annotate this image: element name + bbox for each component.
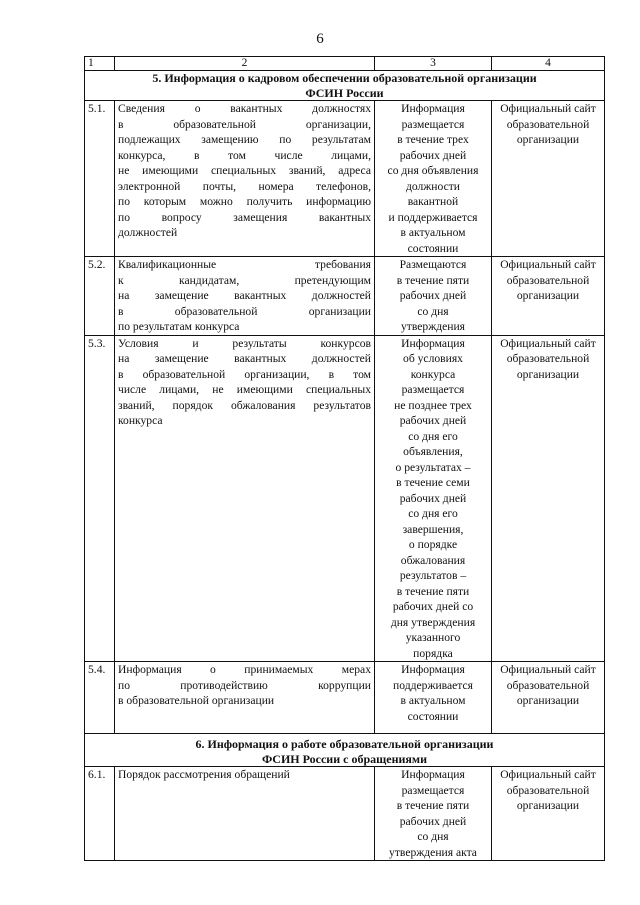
terms-line: рабочих дней	[399, 414, 467, 427]
place-line: Официальный сайт	[500, 663, 596, 676]
place-line: образовательной	[506, 678, 590, 692]
place-line: Официальный сайт	[500, 102, 596, 115]
terms-line: в актуальном	[400, 226, 466, 239]
place-line: Официальный сайт	[500, 258, 596, 271]
table-row	[85, 101, 605, 257]
terms-line: о результатах –	[395, 460, 471, 474]
row-publication-terms	[375, 767, 492, 861]
terms-line: о порядке	[408, 538, 458, 551]
terms-line: в течение пяти	[396, 273, 470, 287]
terms-line: размещается	[401, 117, 465, 131]
place-line: Официальный сайт	[500, 768, 596, 781]
table-row	[85, 767, 605, 861]
terms-line: со дня его	[408, 507, 458, 520]
terms-line: Информация	[401, 102, 465, 115]
description-line: Сведения о вакантных должностях	[118, 102, 371, 115]
description-line: должностей	[118, 226, 178, 239]
description-line: не имеющими специальных званий, адреса	[118, 164, 371, 177]
place-line: организации	[516, 289, 580, 302]
place-line: организации	[516, 133, 580, 146]
terms-line: дня утверждения	[390, 615, 476, 629]
terms-line: в актуальном	[400, 694, 466, 707]
terms-line: со дня его	[408, 429, 458, 443]
row-description	[115, 767, 375, 861]
place-line: организации	[516, 799, 580, 812]
column-number-row	[85, 57, 605, 71]
terms-line: вакантной	[407, 195, 459, 208]
terms-line: в течение пяти	[396, 584, 470, 598]
row-number: 5.1.	[85, 101, 115, 257]
terms-line: указанного	[405, 631, 461, 644]
terms-line: конкурса	[410, 367, 456, 381]
description-line: званий, порядок обжалования результатов	[118, 398, 371, 412]
terms-line: поддерживается	[393, 678, 473, 692]
row-publication-terms	[375, 335, 492, 662]
description-line: Условия и результаты конкурсов	[118, 336, 371, 350]
terms-line: размещается	[401, 383, 465, 396]
section-5-title-line-2: ФСИН России	[305, 85, 384, 100]
description-line: числе лицами, не имеющими специальных	[118, 383, 371, 396]
row-description	[115, 101, 375, 257]
row-number: 5.4.	[85, 662, 115, 734]
terms-line: в течение трех	[397, 133, 469, 146]
description-line: Порядок рассмотрения обращений	[118, 768, 290, 781]
description-line: в образовательной организации, в том	[118, 367, 371, 381]
terms-line: и поддерживается	[388, 210, 478, 224]
description-line: на замещение вакантных должностей	[118, 289, 371, 302]
place-line: организации	[516, 694, 580, 707]
row-publication-place	[492, 101, 605, 257]
terms-line: Информация	[401, 768, 465, 781]
description-line: на замещение вакантных должностей	[118, 352, 371, 365]
description-line: по вопросу замещения вакантных	[118, 210, 371, 224]
table-row	[85, 335, 605, 662]
row-publication-place	[492, 767, 605, 861]
terms-line: обжалования	[400, 553, 466, 567]
terms-line: рабочих дней со	[392, 600, 474, 613]
column-header-2: 2	[115, 57, 375, 71]
terms-line: в течение пяти	[396, 799, 470, 812]
section-5-title-line-1: 5. Информация о кадровом обеспечении образовательной организации	[152, 71, 537, 85]
terms-line: результатов –	[399, 569, 467, 582]
info-table	[84, 56, 605, 861]
description-line: по противодействию коррупции	[118, 678, 371, 692]
row-number: 5.3.	[85, 335, 115, 662]
page-number: 6	[316, 31, 324, 47]
terms-line: размещается	[401, 783, 465, 797]
description-line: конкурса	[118, 414, 163, 427]
terms-line: объявления,	[403, 445, 463, 458]
description-line: Квалификационные требования	[118, 258, 371, 271]
terms-line: со дня	[417, 830, 449, 843]
row-description	[115, 662, 375, 734]
terms-line: завершения,	[402, 522, 464, 536]
place-line: организации	[516, 367, 580, 381]
column-header-3: 3	[375, 57, 492, 71]
terms-line: состоянии	[407, 709, 459, 723]
description-line: электронной почты, номера телефонов,	[118, 179, 371, 193]
place-line: образовательной	[506, 352, 590, 365]
section-5-title	[85, 71, 605, 101]
row-description	[115, 335, 375, 662]
place-line: образовательной	[506, 273, 590, 287]
row-publication-terms	[375, 101, 492, 257]
terms-line: не позднее трех	[394, 398, 472, 412]
description-line: Информация о принимаемых мерах	[118, 663, 371, 676]
terms-line: со дня объявления	[387, 164, 479, 177]
section-6-title	[85, 734, 605, 767]
section-6-title-line-1: 6. Информация о работе образовательной организации	[195, 737, 494, 751]
terms-line: со дня	[417, 304, 449, 318]
row-publication-terms	[375, 662, 492, 734]
place-line: образовательной	[506, 783, 590, 797]
description-line: конкурса, в том числе лицами,	[118, 148, 371, 162]
terms-line: утверждения акта	[389, 845, 477, 859]
terms-line: рабочих дней	[399, 814, 467, 828]
row-publication-place	[492, 335, 605, 662]
terms-line: Размещаются	[399, 258, 467, 271]
section-6-title-line-2: ФСИН России с обращениями	[261, 751, 428, 766]
row-publication-terms	[375, 257, 492, 336]
column-header-1: 1	[85, 57, 115, 71]
terms-line: рабочих дней	[399, 491, 467, 505]
description-line: в образовательной организации	[118, 694, 275, 707]
description-line: по результатам конкурса	[118, 320, 240, 333]
place-line: Официальный сайт	[500, 336, 596, 350]
terms-line: порядка	[413, 646, 453, 660]
row-description	[115, 257, 375, 336]
row-publication-place	[492, 662, 605, 734]
terms-line: в течение семи	[396, 476, 470, 489]
place-line: образовательной	[506, 117, 590, 131]
terms-line: утверждения	[400, 320, 465, 333]
row-publication-place	[492, 257, 605, 336]
terms-line: об условиях	[403, 352, 463, 365]
description-line: подлежащих замещению по результатам	[118, 133, 371, 146]
row-number: 5.2.	[85, 257, 115, 336]
description-line: по которым можно получить информацию	[118, 195, 371, 208]
row-number: 6.1.	[85, 767, 115, 861]
terms-line: рабочих дней	[399, 148, 467, 162]
section-header-row	[85, 71, 605, 101]
terms-line: должности	[405, 179, 461, 193]
table-row	[85, 257, 605, 336]
terms-line: Информация	[401, 663, 465, 676]
terms-line: рабочих дней	[399, 289, 467, 302]
terms-line: состоянии	[407, 241, 459, 255]
terms-line: Информация	[401, 336, 465, 350]
section-header-row	[85, 734, 605, 767]
column-header-4: 4	[492, 57, 605, 71]
table-row	[85, 662, 605, 734]
description-line: к кандидатам, претендующим	[118, 273, 371, 287]
description-line: в образовательной организации	[118, 304, 371, 318]
description-line: в образовательной организации,	[118, 117, 371, 131]
